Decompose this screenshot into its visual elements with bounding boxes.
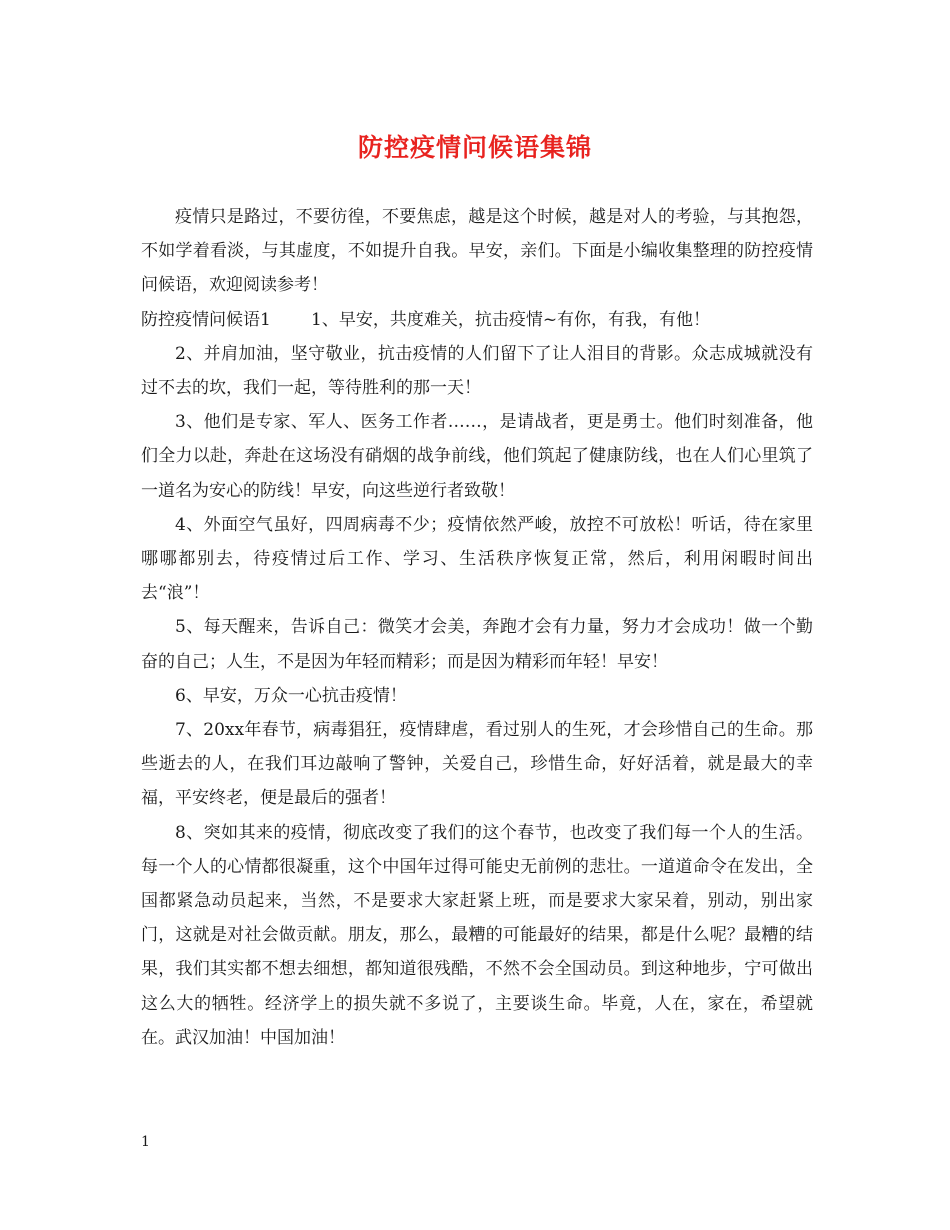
greeting-item-1: 1、早安，共度难关，抗击疫情~有你，有我，有他！ [311,309,711,330]
document-body [141,200,813,1055]
greeting-item-5: 5、每天醒来，告诉自己：微笑才会美，奔跑才会有力量，努力才会成功！做一个勤奋的自己；人生，不是因为年轻而精彩；而是因为精彩而年轻！早安！ [141,617,813,672]
document-title: 防控疫情问候语集锦 [357,133,592,162]
greeting-item-6: 6、早安，万众一心抗击疫情！ [175,685,407,706]
section-label: 防控疫情问候语1 [141,309,271,330]
greeting-item-4: 4、外面空气虽好，四周病毒不少；疫情依然严峻，放控不可放松！听话，待在家里哪哪都别去，待疫情过后工作、学习、生活秩序恢复正常，然后，利用闲暇时间出去“浪”！ [141,514,813,604]
greeting-item-3: 3、他们是专家、军人、医务工作者……，是请战者，更是勇士。他们时刻准备，他们全力以赴，奔赴在这场没有硝烟的战争前线，他们筑起了健康防线，也在人们心里筑了一道名为安心的防线！早安，向这些逆行者致敬！ [141,412,813,501]
greeting-item-7: 7、20xx年春节，病毒猖狂，疫情肆虐，看过别人的生死，才会珍惜自己的生命。那些逝去的人，在我们耳边敲响了警钟，关爱自己，珍惜生命，好好活着，就是最大的幸福，平安终老，便是最后的强者！ [141,720,813,809]
greeting-item-2: 2、并肩加油，坚守敬业，抗击疫情的人们留下了让人泪目的背影。众志成城就没有过不去的坎，我们一起，等待胜利的那一天！ [141,343,813,399]
greeting-item-8: 8、突如其来的疫情，彻底改变了我们的这个春节，也改变了我们每一个人的生活。每一个人的心情都很凝重，这个中国年过得可能史无前例的悲壮。一道道命令在发出，全国都紧急动员起来，当然，不是要求大家赶紧上班，而是要求大家呆着，别动，别出家门，这就是对社会做贡献。朋友，那么，最糟的可能最好的结果，都是什么呢？最糟的结果，我们其实都不想去细想，都知道很残酷，不然不会全国动员。到这种地步，宁可做出这么大的牺牲。经济学上的损失就不多说了，主要谈生命。毕竟，人在，家在，希望就在。武汉加油！中国加油！ [141,822,813,1048]
section-heading-line [141,303,813,337]
intro-paragraph: 疫情只是路过，不要彷徨，不要焦虑，越是这个时候，越是对人的考验，与其抱怨，不如学着看淡，与其虚度，不如提升自我。早安，亲们。下面是小编收集整理的防控疫情问候语，欢迎阅读参考！ [141,207,813,296]
page-number: 1 [141,1134,150,1150]
